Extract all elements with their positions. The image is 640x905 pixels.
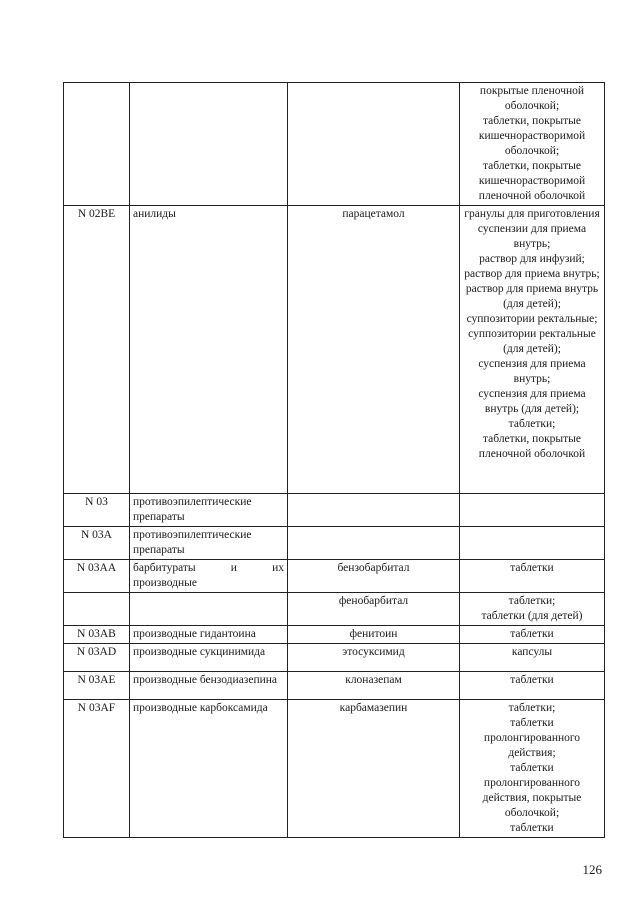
table-row: [64, 560, 605, 593]
table-row: [64, 672, 605, 700]
atc-code-cell: N 03A: [64, 527, 130, 560]
atc-code-cell: N 03AD: [64, 644, 130, 672]
atc-code-cell: N 03AF: [64, 700, 130, 838]
table-body: [64, 83, 605, 838]
group-cell: производные бензодиазепина: [130, 672, 288, 700]
substance-cell: фенитоин: [288, 626, 460, 644]
substance-cell: карбамазепин: [288, 700, 460, 838]
table-row: [64, 700, 605, 838]
drug-list-table: [63, 82, 605, 838]
substance-cell: парацетамол: [288, 206, 460, 494]
group-cell: производные гидантоина: [130, 626, 288, 644]
forms-cell: таблетки: [460, 560, 605, 593]
substance-cell: [288, 494, 460, 527]
atc-code-cell: N 03AA: [64, 560, 130, 593]
atc-code-cell: N 03AE: [64, 672, 130, 700]
forms-cell: покрытые пленочной оболочкой; таблетки, покрытые кишечнорастворимой оболочкой; таблетки, покрытые кишечнорастворимой пленочной оболочкой: [460, 83, 605, 206]
substance-cell: бензобарбитал: [288, 560, 460, 593]
table-row: [64, 626, 605, 644]
forms-cell: таблетки: [460, 626, 605, 644]
substance-cell: [288, 527, 460, 560]
forms-cell: таблетки; таблетки (для детей): [460, 593, 605, 626]
atc-code-cell: N 02BE: [64, 206, 130, 494]
group-cell: [130, 593, 288, 626]
table-row: [64, 527, 605, 560]
group-cell: барбитураты и их производные: [130, 560, 288, 593]
table-row: [64, 494, 605, 527]
atc-code-cell: [64, 83, 130, 206]
substance-cell: [288, 83, 460, 206]
forms-cell: таблетки; таблетки пролонгированного действия; таблетки пролонгированного действия, покрытые оболочкой; таблетки: [460, 700, 605, 838]
substance-cell: этосуксимид: [288, 644, 460, 672]
group-cell: [130, 83, 288, 206]
page-number: 126: [582, 862, 602, 877]
atc-code-cell: N 03AB: [64, 626, 130, 644]
forms-cell: гранулы для приготовления суспензии для приема внутрь; раствор для инфузий; раствор для приема внутрь; раствор для приема внутрь (для детей); суппозитории ректальные; суппозитории ректальные (для детей); суспензия для приема внутрь; суспензия для приема внутрь (для детей); таблетки; таблетки, покрытые пленочной оболочкой: [460, 206, 605, 494]
forms-cell: [460, 494, 605, 527]
forms-cell: капсулы: [460, 644, 605, 672]
group-cell: производные сукцинимида: [130, 644, 288, 672]
table-row: [64, 644, 605, 672]
table-row: [64, 83, 605, 206]
atc-code-cell: [64, 593, 130, 626]
group-cell: производные карбоксамида: [130, 700, 288, 838]
forms-cell: таблетки: [460, 672, 605, 700]
group-cell: анилиды: [130, 206, 288, 494]
table-row: [64, 206, 605, 494]
substance-cell: клоназепам: [288, 672, 460, 700]
group-cell: противоэпилептические препараты: [130, 527, 288, 560]
group-cell: противоэпилептические препараты: [130, 494, 288, 527]
forms-cell: [460, 527, 605, 560]
atc-code-cell: N 03: [64, 494, 130, 527]
substance-cell: фенобарбитал: [288, 593, 460, 626]
table-row: [64, 593, 605, 626]
